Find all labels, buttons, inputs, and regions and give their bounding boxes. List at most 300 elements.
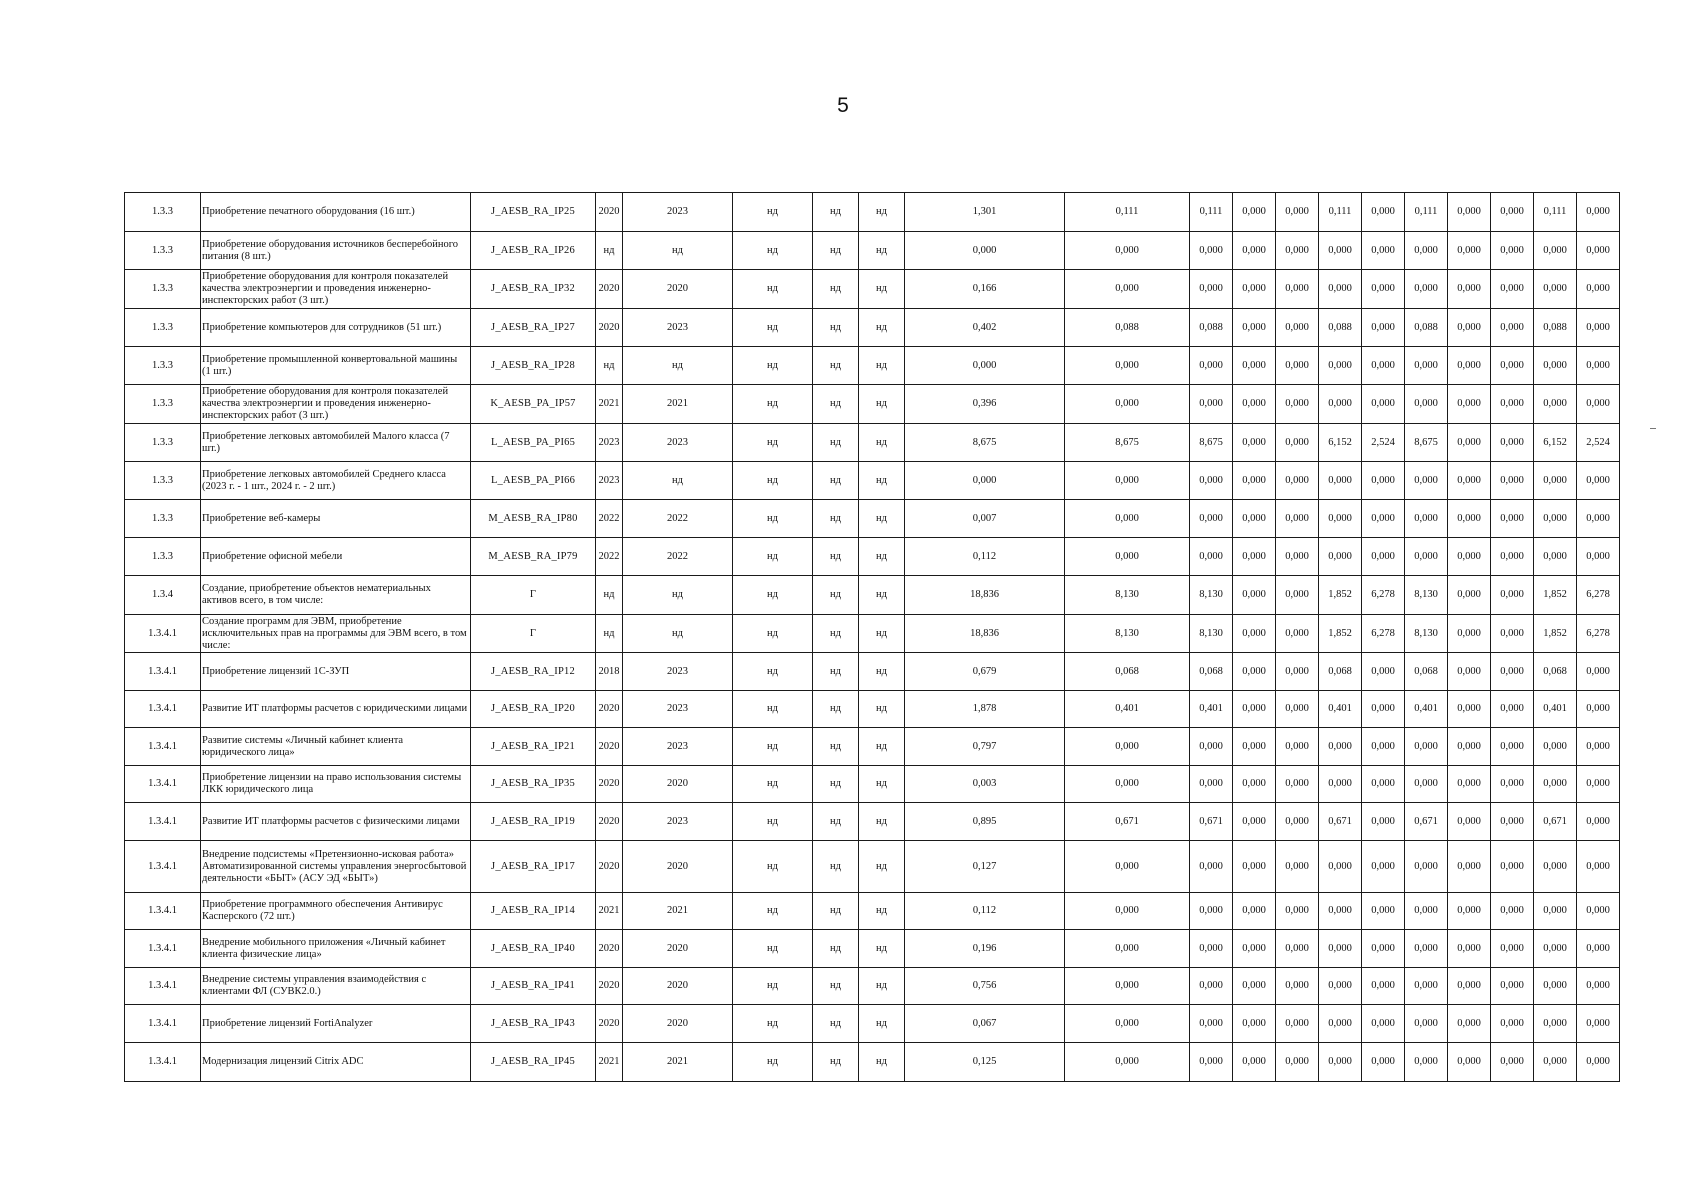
row-value-cell: 0,000 <box>1190 766 1233 803</box>
row-value-cell: 0,000 <box>1276 232 1319 270</box>
row-value-cell: 0,000 <box>1491 270 1534 309</box>
row-value-cell: 0,401 <box>1319 691 1362 728</box>
row-sum-cell: 0,000 <box>1065 728 1190 766</box>
table-row <box>125 893 1620 930</box>
row-total-cell: 0,000 <box>905 232 1065 270</box>
row-total-cell: 0,000 <box>905 462 1065 500</box>
row-value-cell: 0,000 <box>1319 841 1362 893</box>
row-value-cell: 8,675 <box>1190 424 1233 462</box>
row-year-start-cell: 2020 <box>596 1005 623 1043</box>
row-value-cell: 6,152 <box>1319 424 1362 462</box>
row-value-cell: 0,000 <box>1491 930 1534 968</box>
row-sum-cell: 0,000 <box>1065 930 1190 968</box>
row-year-end-cell: 2023 <box>623 424 733 462</box>
row-nd-cell: нд <box>859 500 905 538</box>
row-value-cell: 0,000 <box>1491 841 1534 893</box>
row-value-cell: 0,000 <box>1405 1043 1448 1082</box>
table-row <box>125 930 1620 968</box>
row-value-cell: 0,000 <box>1491 691 1534 728</box>
row-value-cell: 0,000 <box>1534 766 1577 803</box>
table-row <box>125 385 1620 424</box>
row-sum-cell: 0,000 <box>1065 232 1190 270</box>
row-sum-cell: 0,000 <box>1065 385 1190 424</box>
row-value-cell: 0,000 <box>1577 803 1620 841</box>
row-value-cell: 0,000 <box>1362 803 1405 841</box>
row-value-cell: 0,000 <box>1577 893 1620 930</box>
row-value-cell: 0,000 <box>1276 691 1319 728</box>
row-value-cell: 0,000 <box>1362 462 1405 500</box>
row-year-end-cell: нд <box>623 462 733 500</box>
row-code-cell: 1.3.3 <box>125 538 201 576</box>
row-value-cell: 6,278 <box>1577 615 1620 653</box>
table-row <box>125 576 1620 615</box>
table-row <box>125 424 1620 462</box>
page-number: 5 <box>837 94 849 117</box>
row-value-cell: 0,000 <box>1190 728 1233 766</box>
row-name-cell: Приобретение лицензии на право использования системы ЛКК юридического лица <box>201 766 471 803</box>
row-value-cell: 0,000 <box>1448 615 1491 653</box>
row-nd-cell: нд <box>733 841 813 893</box>
row-nd-cell: нд <box>859 653 905 691</box>
row-nd-cell: нд <box>733 728 813 766</box>
row-value-cell: 0,000 <box>1448 930 1491 968</box>
row-year-start-cell: 2018 <box>596 653 623 691</box>
row-code-cell: 1.3.4.1 <box>125 893 201 930</box>
row-value-cell: 0,000 <box>1233 1043 1276 1082</box>
row-code-cell: 1.3.4.1 <box>125 841 201 893</box>
row-year-start-cell: 2022 <box>596 500 623 538</box>
row-value-cell: 0,068 <box>1405 653 1448 691</box>
row-value-cell: 0,088 <box>1534 309 1577 347</box>
row-value-cell: 0,000 <box>1319 232 1362 270</box>
row-value-cell: 0,000 <box>1276 309 1319 347</box>
row-value-cell: 0,000 <box>1577 691 1620 728</box>
row-nd-cell: нд <box>813 691 859 728</box>
row-value-cell: 0,000 <box>1448 424 1491 462</box>
row-value-cell: 0,088 <box>1319 309 1362 347</box>
row-value-cell: 0,000 <box>1448 1043 1491 1082</box>
row-value-cell: 0,000 <box>1448 803 1491 841</box>
table-row <box>125 968 1620 1005</box>
row-value-cell: 0,000 <box>1405 930 1448 968</box>
row-id-cell: J_AESB_RA_IP40 <box>471 930 596 968</box>
row-value-cell: 0,000 <box>1233 270 1276 309</box>
row-value-cell: 0,000 <box>1233 1005 1276 1043</box>
row-total-cell: 0,112 <box>905 538 1065 576</box>
row-year-start-cell: 2023 <box>596 462 623 500</box>
row-value-cell: 0,000 <box>1276 930 1319 968</box>
row-code-cell: 1.3.4.1 <box>125 653 201 691</box>
row-value-cell: 0,000 <box>1448 385 1491 424</box>
row-code-cell: 1.3.3 <box>125 270 201 309</box>
row-year-end-cell: 2022 <box>623 538 733 576</box>
row-nd-cell: нд <box>813 309 859 347</box>
table-row <box>125 270 1620 309</box>
row-value-cell: 0,000 <box>1448 462 1491 500</box>
row-name-cell: Приобретение офисной мебели <box>201 538 471 576</box>
row-id-cell: M_AESB_RA_IP79 <box>471 538 596 576</box>
row-nd-cell: нд <box>733 232 813 270</box>
row-nd-cell: нд <box>859 232 905 270</box>
row-value-cell: 0,000 <box>1190 538 1233 576</box>
row-nd-cell: нд <box>733 893 813 930</box>
row-value-cell: 0,000 <box>1405 232 1448 270</box>
row-nd-cell: нд <box>733 766 813 803</box>
row-value-cell: 0,671 <box>1190 803 1233 841</box>
table-row <box>125 691 1620 728</box>
table-row <box>125 803 1620 841</box>
row-value-cell: 0,000 <box>1577 270 1620 309</box>
row-value-cell: 0,000 <box>1276 766 1319 803</box>
row-value-cell: 1,852 <box>1534 615 1577 653</box>
row-value-cell: 0,000 <box>1233 462 1276 500</box>
row-value-cell: 0,000 <box>1405 347 1448 385</box>
row-value-cell: 1,852 <box>1534 576 1577 615</box>
row-code-cell: 1.3.3 <box>125 193 201 232</box>
row-code-cell: 1.3.4.1 <box>125 1043 201 1082</box>
row-value-cell: 0,000 <box>1233 615 1276 653</box>
row-value-cell: 0,000 <box>1190 347 1233 385</box>
row-nd-cell: нд <box>859 385 905 424</box>
row-name-cell: Приобретение лицензий 1С-ЗУП <box>201 653 471 691</box>
row-value-cell: 0,000 <box>1448 893 1491 930</box>
row-year-end-cell: 2023 <box>623 193 733 232</box>
row-id-cell: J_AESB_RA_IP32 <box>471 270 596 309</box>
row-id-cell: K_AESB_PA_IP57 <box>471 385 596 424</box>
row-value-cell: 0,000 <box>1491 1043 1534 1082</box>
row-total-cell: 18,836 <box>905 576 1065 615</box>
row-year-end-cell: 2021 <box>623 1043 733 1082</box>
row-value-cell: 0,000 <box>1577 841 1620 893</box>
row-value-cell: 0,000 <box>1233 232 1276 270</box>
table-row <box>125 1043 1620 1082</box>
row-value-cell: 0,000 <box>1190 893 1233 930</box>
row-sum-cell: 8,675 <box>1065 424 1190 462</box>
row-id-cell: J_AESB_RA_IP28 <box>471 347 596 385</box>
table-row <box>125 615 1620 653</box>
row-value-cell: 0,000 <box>1491 653 1534 691</box>
row-value-cell: 0,111 <box>1319 193 1362 232</box>
row-year-start-cell: нд <box>596 615 623 653</box>
row-total-cell: 0,895 <box>905 803 1065 841</box>
row-id-cell: J_AESB_RA_IP41 <box>471 968 596 1005</box>
row-nd-cell: нд <box>859 968 905 1005</box>
row-value-cell: 0,000 <box>1405 728 1448 766</box>
row-code-cell: 1.3.3 <box>125 424 201 462</box>
row-value-cell: 0,000 <box>1405 385 1448 424</box>
row-value-cell: 0,000 <box>1276 968 1319 1005</box>
row-id-cell: J_AESB_RA_IP20 <box>471 691 596 728</box>
row-nd-cell: нд <box>813 576 859 615</box>
row-value-cell: 0,000 <box>1491 385 1534 424</box>
row-value-cell: 6,278 <box>1577 576 1620 615</box>
row-value-cell: 0,000 <box>1276 538 1319 576</box>
row-nd-cell: нд <box>859 1005 905 1043</box>
row-value-cell: 0,000 <box>1190 1005 1233 1043</box>
row-year-end-cell: 2023 <box>623 803 733 841</box>
row-id-cell: Г <box>471 576 596 615</box>
row-total-cell: 0,396 <box>905 385 1065 424</box>
row-value-cell: 0,000 <box>1448 270 1491 309</box>
row-id-cell: J_AESB_RA_IP27 <box>471 309 596 347</box>
row-value-cell: 0,000 <box>1534 1005 1577 1043</box>
row-year-start-cell: нд <box>596 232 623 270</box>
row-year-start-cell: 2020 <box>596 841 623 893</box>
row-value-cell: 0,000 <box>1319 500 1362 538</box>
row-value-cell: 0,000 <box>1190 1043 1233 1082</box>
row-nd-cell: нд <box>733 615 813 653</box>
row-value-cell: 0,000 <box>1362 385 1405 424</box>
row-nd-cell: нд <box>813 500 859 538</box>
row-nd-cell: нд <box>733 309 813 347</box>
row-value-cell: 0,000 <box>1491 309 1534 347</box>
row-total-cell: 0,007 <box>905 500 1065 538</box>
row-total-cell: 0,067 <box>905 1005 1065 1043</box>
row-value-cell: 0,000 <box>1276 893 1319 930</box>
row-value-cell: 0,000 <box>1319 728 1362 766</box>
row-nd-cell: нд <box>733 193 813 232</box>
row-nd-cell: нд <box>859 576 905 615</box>
row-year-start-cell: нд <box>596 576 623 615</box>
row-value-cell: 0,000 <box>1190 930 1233 968</box>
row-value-cell: 0,000 <box>1362 728 1405 766</box>
row-value-cell: 0,088 <box>1405 309 1448 347</box>
row-value-cell: 0,000 <box>1233 930 1276 968</box>
row-code-cell: 1.3.4.1 <box>125 691 201 728</box>
row-value-cell: 0,000 <box>1448 309 1491 347</box>
row-value-cell: 0,000 <box>1190 462 1233 500</box>
row-name-cell: Приобретение оборудования источников бесперебойного питания (8 шт.) <box>201 232 471 270</box>
row-year-start-cell: 2022 <box>596 538 623 576</box>
row-nd-cell: нд <box>859 1043 905 1082</box>
row-value-cell: 0,000 <box>1491 893 1534 930</box>
row-year-end-cell: 2022 <box>623 500 733 538</box>
row-value-cell: 0,000 <box>1448 347 1491 385</box>
row-value-cell: 0,000 <box>1534 841 1577 893</box>
row-year-end-cell: 2020 <box>623 1005 733 1043</box>
row-nd-cell: нд <box>813 766 859 803</box>
row-sum-cell: 8,130 <box>1065 576 1190 615</box>
row-nd-cell: нд <box>813 1005 859 1043</box>
row-value-cell: 0,000 <box>1190 270 1233 309</box>
row-value-cell: 0,000 <box>1534 347 1577 385</box>
row-value-cell: 0,111 <box>1190 193 1233 232</box>
row-nd-cell: нд <box>859 728 905 766</box>
row-value-cell: 0,000 <box>1319 347 1362 385</box>
row-value-cell: 0,000 <box>1577 309 1620 347</box>
row-id-cell: J_AESB_RA_IP21 <box>471 728 596 766</box>
row-value-cell: 0,000 <box>1233 193 1276 232</box>
row-value-cell: 0,000 <box>1362 538 1405 576</box>
row-value-cell: 0,000 <box>1405 893 1448 930</box>
row-value-cell: 0,000 <box>1233 841 1276 893</box>
row-year-start-cell: 2020 <box>596 930 623 968</box>
row-value-cell: 0,401 <box>1405 691 1448 728</box>
row-value-cell: 0,000 <box>1491 728 1534 766</box>
row-value-cell: 0,000 <box>1577 385 1620 424</box>
row-value-cell: 0,000 <box>1362 1043 1405 1082</box>
row-nd-cell: нд <box>733 462 813 500</box>
row-value-cell: 0,000 <box>1448 576 1491 615</box>
row-total-cell: 0,125 <box>905 1043 1065 1082</box>
row-nd-cell: нд <box>859 424 905 462</box>
row-id-cell: J_AESB_RA_IP35 <box>471 766 596 803</box>
row-name-cell: Внедрение мобильного приложения «Личный кабинет клиента физические лица» <box>201 930 471 968</box>
row-value-cell: 0,000 <box>1448 968 1491 1005</box>
table-row <box>125 347 1620 385</box>
row-nd-cell: нд <box>813 1043 859 1082</box>
row-value-cell: 0,000 <box>1534 728 1577 766</box>
row-nd-cell: нд <box>733 347 813 385</box>
row-value-cell: 0,000 <box>1534 538 1577 576</box>
row-year-start-cell: 2020 <box>596 803 623 841</box>
row-nd-cell: нд <box>813 841 859 893</box>
row-value-cell: 0,000 <box>1233 309 1276 347</box>
row-name-cell: Приобретение легковых автомобилей Среднего класса (2023 г. - 1 шт., 2024 г. - 2 шт.) <box>201 462 471 500</box>
row-sum-cell: 8,130 <box>1065 615 1190 653</box>
row-value-cell: 0,000 <box>1577 1005 1620 1043</box>
row-total-cell: 18,836 <box>905 615 1065 653</box>
row-year-start-cell: 2020 <box>596 193 623 232</box>
row-nd-cell: нд <box>733 968 813 1005</box>
row-year-start-cell: нд <box>596 347 623 385</box>
row-sum-cell: 0,401 <box>1065 691 1190 728</box>
row-value-cell: 0,000 <box>1491 803 1534 841</box>
row-name-cell: Приобретение промышленной конвертовальной машины (1 шт.) <box>201 347 471 385</box>
row-sum-cell: 0,000 <box>1065 347 1190 385</box>
row-value-cell: 0,000 <box>1233 893 1276 930</box>
row-sum-cell: 0,000 <box>1065 766 1190 803</box>
row-id-cell: J_AESB_RA_IP17 <box>471 841 596 893</box>
row-value-cell: 0,000 <box>1577 193 1620 232</box>
table-row <box>125 653 1620 691</box>
row-name-cell: Приобретение программного обеспечения Антивирус Касперского (72 шт.) <box>201 893 471 930</box>
row-value-cell: 0,671 <box>1405 803 1448 841</box>
row-value-cell: 0,000 <box>1276 500 1319 538</box>
row-value-cell: 0,000 <box>1319 766 1362 803</box>
row-value-cell: 0,000 <box>1577 347 1620 385</box>
row-total-cell: 1,301 <box>905 193 1065 232</box>
row-value-cell: 0,000 <box>1362 893 1405 930</box>
row-nd-cell: нд <box>859 766 905 803</box>
row-code-cell: 1.3.3 <box>125 347 201 385</box>
row-nd-cell: нд <box>859 930 905 968</box>
row-value-cell: 0,000 <box>1577 653 1620 691</box>
row-value-cell: 0,000 <box>1233 766 1276 803</box>
row-value-cell: 8,675 <box>1405 424 1448 462</box>
row-value-cell: 0,000 <box>1577 232 1620 270</box>
row-value-cell: 0,000 <box>1491 576 1534 615</box>
table-row <box>125 728 1620 766</box>
row-nd-cell: нд <box>813 653 859 691</box>
row-value-cell: 8,130 <box>1405 615 1448 653</box>
row-value-cell: 0,000 <box>1491 424 1534 462</box>
row-value-cell: 0,000 <box>1190 232 1233 270</box>
row-value-cell: 0,000 <box>1362 500 1405 538</box>
row-sum-cell: 0,000 <box>1065 538 1190 576</box>
row-name-cell: Внедрение подсистемы «Претензионно-исковая работа» Автоматизированной системы управления энергосбытовой деятельности «БЫТ» (АСУ ЭД «БЫТ») <box>201 841 471 893</box>
table-row <box>125 232 1620 270</box>
row-value-cell: 0,000 <box>1577 930 1620 968</box>
row-name-cell: Приобретение оборудования для контроля показателей качества электроэнергии и проведения инженерно-инспекторских работ (3 шт.) <box>201 270 471 309</box>
row-nd-cell: нд <box>813 803 859 841</box>
row-value-cell: 0,088 <box>1190 309 1233 347</box>
row-value-cell: 0,000 <box>1448 1005 1491 1043</box>
row-value-cell: 0,000 <box>1190 968 1233 1005</box>
row-value-cell: 0,000 <box>1362 232 1405 270</box>
table-row <box>125 462 1620 500</box>
row-year-end-cell: 2023 <box>623 653 733 691</box>
row-value-cell: 0,000 <box>1362 270 1405 309</box>
row-total-cell: 8,675 <box>905 424 1065 462</box>
row-value-cell: 0,401 <box>1534 691 1577 728</box>
row-value-cell: 0,000 <box>1319 930 1362 968</box>
row-id-cell: J_AESB_RA_IP45 <box>471 1043 596 1082</box>
row-nd-cell: нд <box>813 462 859 500</box>
row-sum-cell: 0,000 <box>1065 462 1190 500</box>
row-code-cell: 1.3.4.1 <box>125 968 201 1005</box>
row-code-cell: 1.3.3 <box>125 462 201 500</box>
row-nd-cell: нд <box>813 347 859 385</box>
row-value-cell: 0,000 <box>1276 385 1319 424</box>
row-sum-cell: 0,671 <box>1065 803 1190 841</box>
row-value-cell: 1,852 <box>1319 615 1362 653</box>
row-nd-cell: нд <box>733 691 813 728</box>
row-value-cell: 0,000 <box>1362 766 1405 803</box>
row-value-cell: 0,000 <box>1319 968 1362 1005</box>
row-nd-cell: нд <box>733 930 813 968</box>
row-value-cell: 0,000 <box>1491 766 1534 803</box>
row-nd-cell: нд <box>733 1005 813 1043</box>
row-value-cell: 6,278 <box>1362 615 1405 653</box>
row-year-end-cell: 2021 <box>623 893 733 930</box>
row-value-cell: 0,000 <box>1448 728 1491 766</box>
row-value-cell: 0,000 <box>1319 385 1362 424</box>
row-value-cell: 0,000 <box>1577 728 1620 766</box>
row-value-cell: 0,000 <box>1405 500 1448 538</box>
table-row <box>125 193 1620 232</box>
row-year-end-cell: нд <box>623 576 733 615</box>
row-value-cell: 0,000 <box>1276 615 1319 653</box>
row-nd-cell: нд <box>859 615 905 653</box>
row-value-cell: 1,852 <box>1319 576 1362 615</box>
row-year-end-cell: нд <box>623 232 733 270</box>
row-name-cell: Создание программ для ЭВМ, приобретение исключительных прав на программы для ЭВМ всего, в том числе: <box>201 615 471 653</box>
row-value-cell: 0,401 <box>1190 691 1233 728</box>
row-code-cell: 1.3.4.1 <box>125 1005 201 1043</box>
row-code-cell: 1.3.3 <box>125 385 201 424</box>
row-value-cell: 0,000 <box>1276 1005 1319 1043</box>
row-value-cell: 0,000 <box>1190 385 1233 424</box>
row-value-cell: 0,000 <box>1405 1005 1448 1043</box>
row-total-cell: 0,112 <box>905 893 1065 930</box>
row-value-cell: 0,000 <box>1405 766 1448 803</box>
row-year-start-cell: 2020 <box>596 309 623 347</box>
row-id-cell: J_AESB_RA_IP12 <box>471 653 596 691</box>
row-sum-cell: 0,000 <box>1065 270 1190 309</box>
row-value-cell: 0,000 <box>1405 462 1448 500</box>
row-nd-cell: нд <box>859 538 905 576</box>
row-name-cell: Приобретение легковых автомобилей Малого класса (7 шт.) <box>201 424 471 462</box>
row-value-cell: 0,000 <box>1491 500 1534 538</box>
row-value-cell: 0,000 <box>1534 968 1577 1005</box>
row-id-cell: J_AESB_RA_IP14 <box>471 893 596 930</box>
row-value-cell: 0,000 <box>1405 538 1448 576</box>
row-value-cell: 0,111 <box>1534 193 1577 232</box>
row-value-cell: 0,000 <box>1190 500 1233 538</box>
row-total-cell: 0,166 <box>905 270 1065 309</box>
row-nd-cell: нд <box>813 893 859 930</box>
